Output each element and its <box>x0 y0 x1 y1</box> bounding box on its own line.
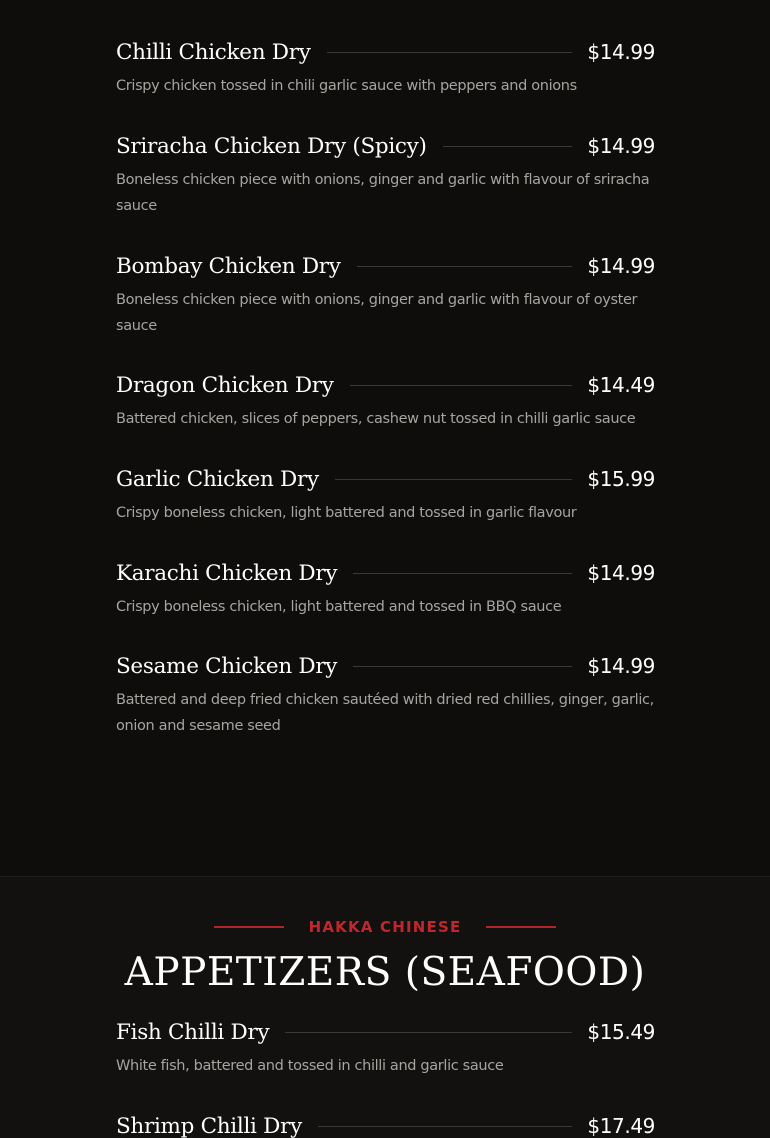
menu-item-price: $14.49 <box>587 373 655 397</box>
section-title: APPETIZERS (SEAFOOD) <box>124 950 646 995</box>
menu-item-name: Karachi Chicken Dry <box>116 560 338 586</box>
menu-item <box>116 462 655 527</box>
menu-item-description: White fish, battered and tossed in chilli and garlic sauce <box>116 1058 504 1074</box>
dotted-leader <box>353 666 572 667</box>
menu-item-header <box>116 35 655 69</box>
menu-item-price: $17.49 <box>587 1114 655 1138</box>
kicker-rule-right <box>486 926 556 928</box>
menu-item-header <box>116 649 655 683</box>
dotted-leader <box>443 146 573 147</box>
dotted-leader <box>318 1126 572 1127</box>
menu-item-description: Battered and deep fried chicken sautéed with dried red chillies, ginger, garlic, onion and sesame seed <box>116 692 654 734</box>
kicker-text: HAKKA CHINESE <box>308 918 462 936</box>
menu-item-description: Battered chicken, slices of peppers, cashew nut tossed in chilli garlic sauce <box>116 411 636 427</box>
menu-item-header <box>116 129 655 163</box>
menu-item-name: Sriracha Chicken Dry (Spicy) <box>116 133 427 159</box>
kicker-rule-left <box>214 926 284 928</box>
menu-item-header <box>116 1109 655 1138</box>
menu-item-description: Crispy boneless chicken, light battered and tossed in BBQ sauce <box>116 599 562 615</box>
section-kicker <box>0 912 770 942</box>
menu-item <box>116 368 655 433</box>
menu-item-header <box>116 556 655 590</box>
menu-item-header <box>116 1015 655 1049</box>
menu-item-price: $15.99 <box>587 467 655 491</box>
dotted-leader <box>353 573 572 574</box>
menu-item <box>116 649 655 739</box>
menu-item-name: Chilli Chicken Dry <box>116 39 311 65</box>
menu-item-price: $14.99 <box>587 561 655 585</box>
dotted-leader <box>350 385 573 386</box>
menu-item <box>116 1109 655 1138</box>
menu-item-price: $15.49 <box>587 1020 655 1044</box>
menu-item-description: Boneless chicken piece with onions, ginger and garlic with flavour of sriracha sauce <box>116 172 650 214</box>
dotted-leader <box>357 266 573 267</box>
menu-item-name: Fish Chilli Dry <box>116 1019 270 1045</box>
menu-item-name: Sesame Chicken Dry <box>116 653 338 679</box>
menu-item-price: $14.99 <box>587 654 655 678</box>
menu-item-price: $14.99 <box>587 254 655 278</box>
menu-item-price: $14.99 <box>587 40 655 64</box>
menu-item-name: Bombay Chicken Dry <box>116 253 341 279</box>
menu-item <box>116 556 655 621</box>
menu-item-header <box>116 462 655 496</box>
menu-item-description: Crispy chicken tossed in chili garlic sauce with peppers and onions <box>116 78 577 94</box>
menu-item <box>116 1015 655 1080</box>
menu-item <box>116 249 655 339</box>
menu-item-header <box>116 368 655 402</box>
menu-item-price: $14.99 <box>587 134 655 158</box>
menu-item <box>116 129 655 219</box>
menu-item-header <box>116 249 655 283</box>
dotted-leader <box>285 1032 572 1033</box>
menu-item-description: Boneless chicken piece with onions, ginger and garlic with flavour of oyster sauce <box>116 292 638 334</box>
menu-item-name: Dragon Chicken Dry <box>116 372 334 398</box>
menu-item-name: Shrimp Chilli Dry <box>116 1113 302 1138</box>
menu-item <box>116 35 655 100</box>
menu-item-name: Garlic Chicken Dry <box>116 466 319 492</box>
menu-item-description: Crispy boneless chicken, light battered and tossed in garlic flavour <box>116 505 577 521</box>
dotted-leader <box>335 479 573 480</box>
dotted-leader <box>327 52 573 53</box>
